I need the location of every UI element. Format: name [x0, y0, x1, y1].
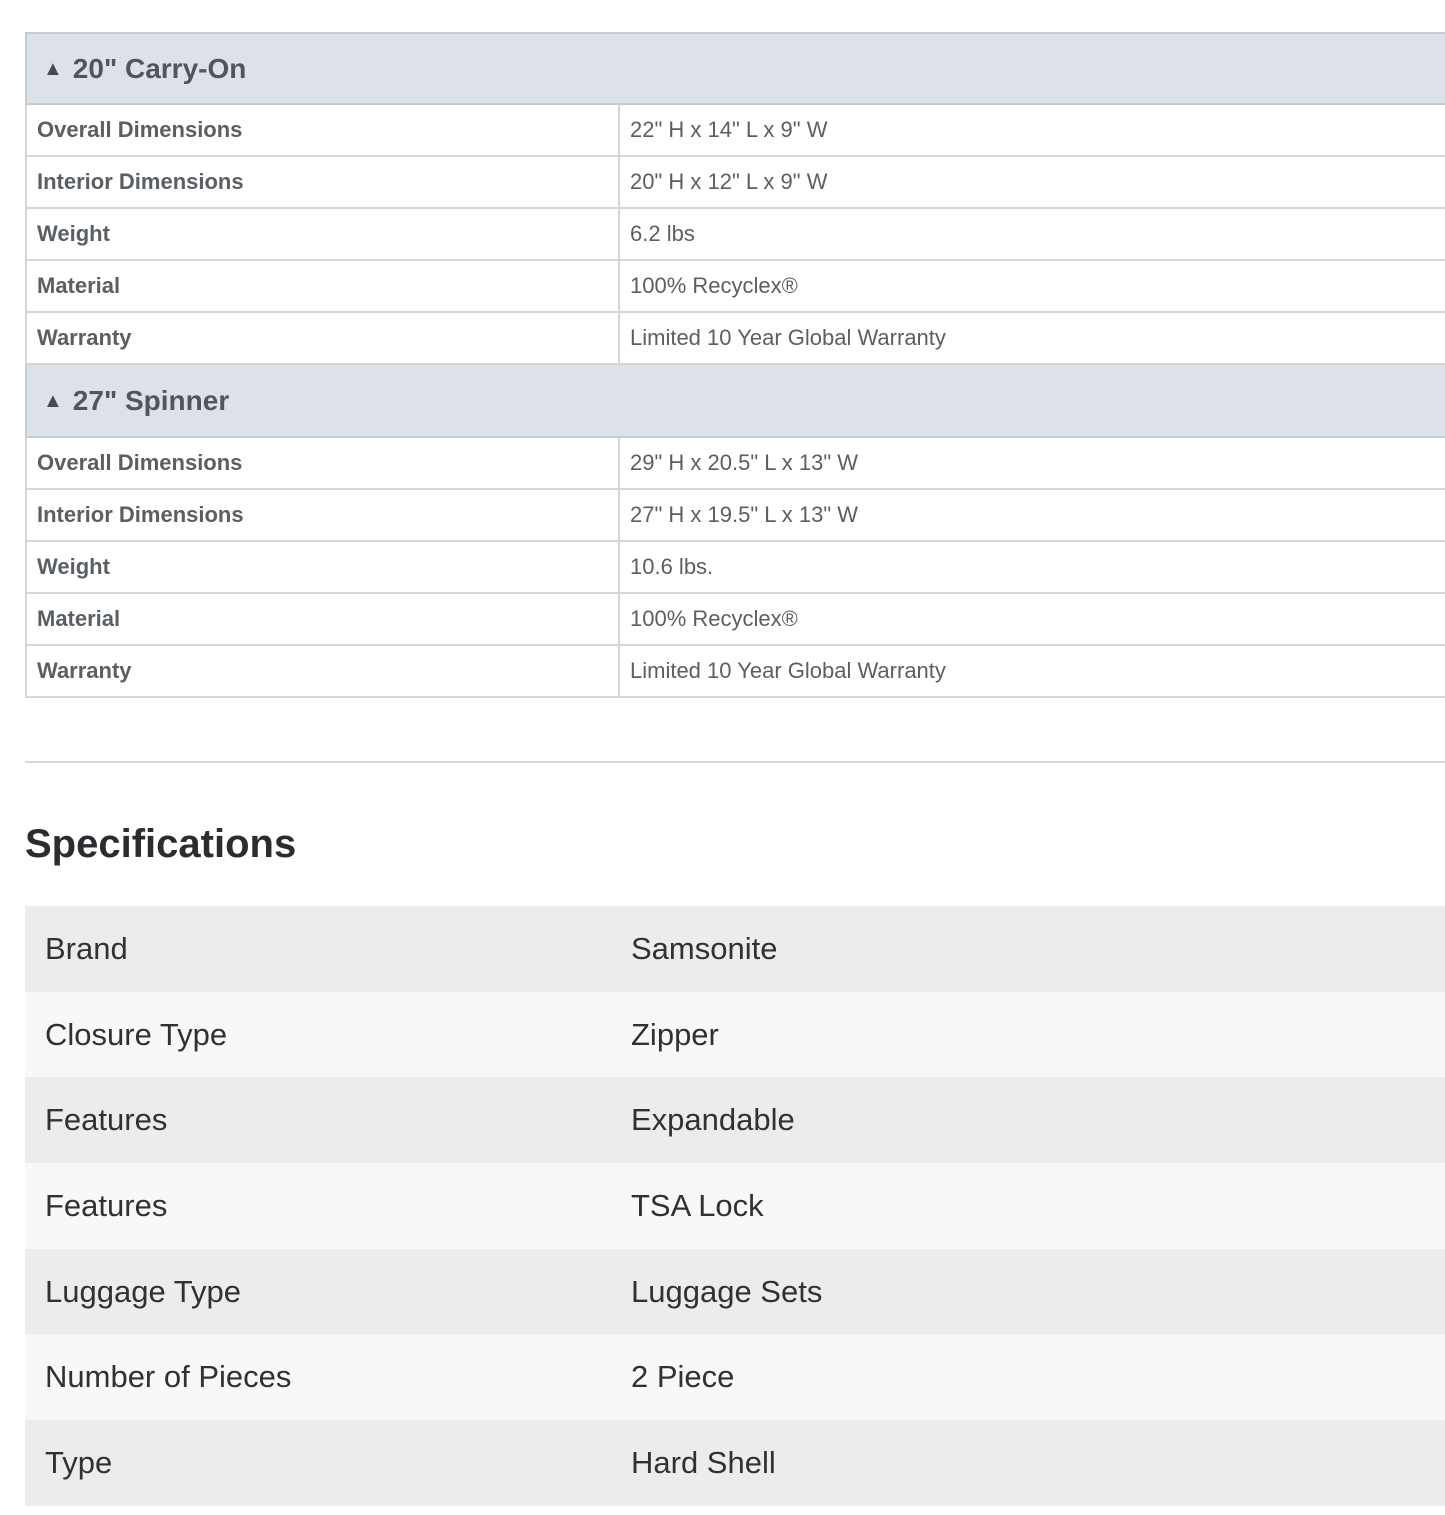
row-label: Interior Dimensions: [27, 157, 620, 207]
spec-value: 2 Piece: [631, 1359, 735, 1395]
section-header-carry-on[interactable]: [25, 32, 1445, 105]
dimension-section-spinner: [25, 365, 1445, 698]
row-value: 100% Recyclex®: [630, 273, 798, 298]
row-label: Warranty: [27, 313, 620, 363]
row-label: Overall Dimensions: [27, 438, 620, 488]
collapse-arrow-icon: ▲: [43, 57, 63, 80]
row-value: 22" H x 14" L x 9" W: [630, 117, 828, 142]
section-title: 27" Spinner: [72, 384, 230, 416]
spec-row: [25, 1077, 1445, 1163]
spec-label: Features: [45, 1187, 168, 1223]
row-label: Interior Dimensions: [27, 490, 620, 540]
spec-value: Hard Shell: [631, 1444, 776, 1480]
row-label: Material: [27, 594, 620, 644]
spec-value: Samsonite: [631, 930, 778, 966]
row-label: Overall Dimensions: [27, 105, 620, 155]
spec-row: [25, 1163, 1445, 1249]
spec-value: Luggage Sets: [631, 1273, 823, 1309]
table-row: [25, 105, 1445, 157]
dimensions-tables: [25, 32, 1445, 698]
section-divider: [25, 761, 1445, 763]
spec-row: [25, 1420, 1445, 1506]
table-row: [25, 646, 1445, 698]
row-value: 27" H x 19.5" L x 13" W: [630, 502, 859, 527]
row-value: 29" H x 20.5" L x 13" W: [630, 450, 859, 475]
specifications-table: [25, 906, 1445, 1506]
spec-value: Expandable: [631, 1102, 795, 1138]
spec-label: Features: [45, 1102, 168, 1138]
spec-label: Luggage Type: [45, 1273, 241, 1309]
row-value: 6.2 lbs: [630, 221, 695, 246]
spec-label: Brand: [45, 930, 128, 966]
spec-row: [25, 1334, 1445, 1420]
table-row: [25, 542, 1445, 594]
row-label: Weight: [27, 542, 620, 592]
section-header-spinner[interactable]: [25, 365, 1445, 438]
spec-label: Number of Pieces: [45, 1359, 292, 1395]
table-row: [25, 157, 1445, 209]
table-row: [25, 209, 1445, 261]
table-row: [25, 261, 1445, 313]
table-row: [25, 490, 1445, 542]
section-title: 20" Carry-On: [72, 52, 247, 84]
table-row: [25, 313, 1445, 365]
row-value: Limited 10 Year Global Warranty: [630, 325, 946, 350]
spec-row: [25, 906, 1445, 992]
row-value: 20" H x 12" L x 9" W: [630, 169, 828, 194]
row-label: Weight: [27, 209, 620, 259]
spec-row: [25, 992, 1445, 1078]
row-value: 100% Recyclex®: [630, 606, 798, 631]
dimension-section-carry-on: [25, 32, 1445, 365]
spec-row: [25, 1249, 1445, 1335]
collapse-arrow-icon: ▲: [43, 389, 63, 412]
row-value: 10.6 lbs.: [630, 554, 714, 579]
row-value: Limited 10 Year Global Warranty: [630, 658, 946, 683]
spec-value: TSA Lock: [631, 1187, 764, 1223]
spec-label: Type: [45, 1444, 113, 1480]
spec-label: Closure Type: [45, 1016, 228, 1052]
specifications-title: Specifications: [25, 822, 297, 866]
row-label: Warranty: [27, 646, 620, 696]
table-row: [25, 594, 1445, 646]
spec-value: Zipper: [631, 1016, 719, 1052]
row-label: Material: [27, 261, 620, 311]
table-row: [25, 438, 1445, 490]
